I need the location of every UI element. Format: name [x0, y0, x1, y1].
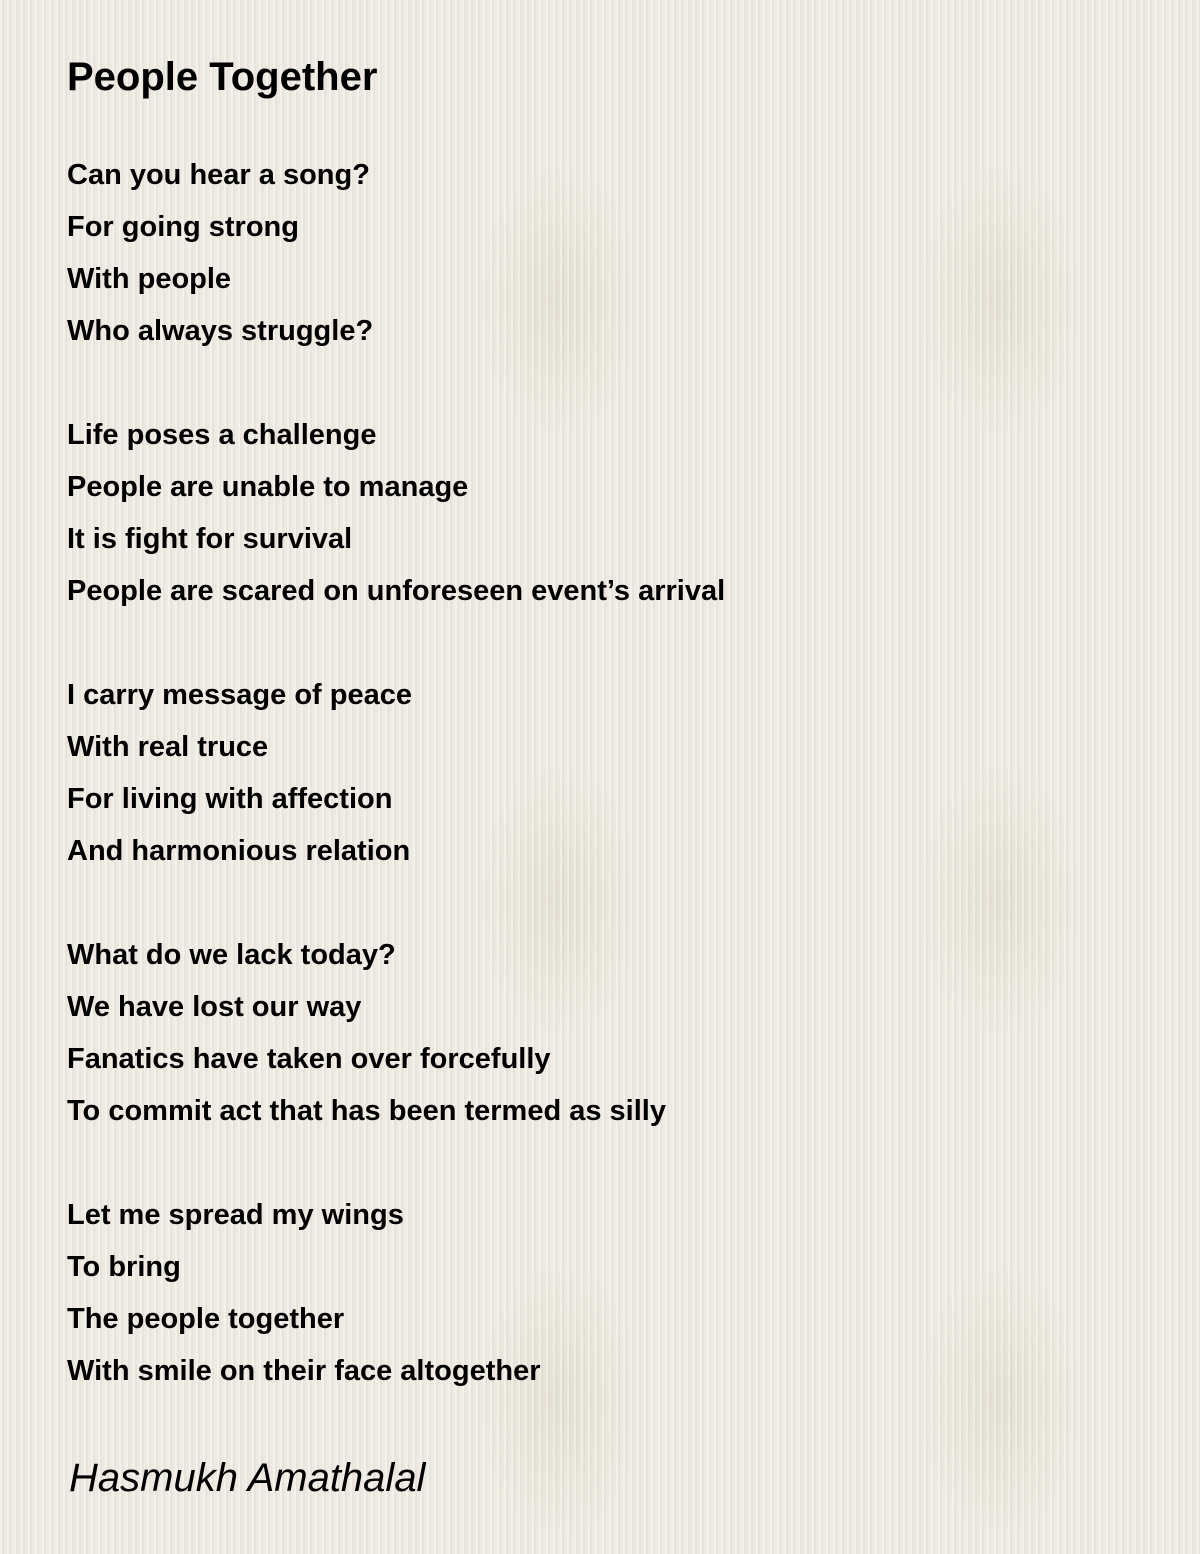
poem-line: What do we lack today?	[67, 939, 396, 971]
poem-author: Hasmukh Amathalal	[69, 1456, 426, 1500]
poem-body	[67, 149, 725, 1449]
poem-line: People are unable to manage	[67, 471, 469, 503]
stanza	[67, 669, 725, 877]
poem-line: I carry message of peace	[67, 679, 412, 711]
stanza	[67, 1189, 725, 1397]
stanza	[67, 929, 725, 1137]
poem-line: People are scared on unforeseen event’s arrival	[67, 575, 726, 607]
poem-line: The people together	[67, 1303, 345, 1335]
poem-line: To bring	[67, 1251, 181, 1283]
poem-line: Can you hear a song?	[67, 159, 370, 191]
poem-title: People Together	[67, 55, 378, 99]
poem-line: Let me spread my wings	[67, 1199, 404, 1231]
poem-line: And harmonious relation	[67, 835, 411, 867]
stanza	[67, 409, 725, 617]
poem-line: For going strong	[67, 211, 299, 243]
poem-line: With smile on their face altogether	[67, 1355, 541, 1387]
poem-line: Fanatics have taken over forcefully	[67, 1043, 551, 1075]
poem-line: We have lost our way	[67, 991, 362, 1023]
stanza	[67, 149, 725, 357]
poem-line: Who always struggle?	[67, 315, 374, 347]
poem-line: To commit act that has been termed as silly	[67, 1095, 666, 1127]
poem-line: With real truce	[67, 731, 269, 763]
poem-line: Life poses a challenge	[67, 419, 377, 451]
poem-line: For living with affection	[67, 783, 393, 815]
poem-line: With people	[67, 263, 232, 295]
poem-line: It is fight for survival	[67, 523, 353, 555]
